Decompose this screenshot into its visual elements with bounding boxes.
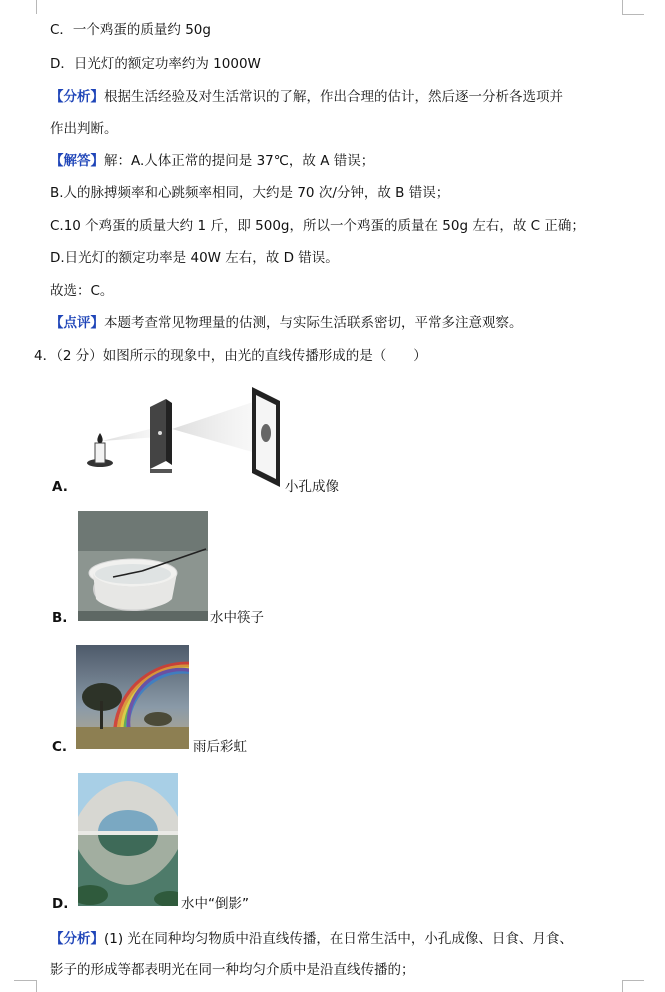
page-corner-mark bbox=[36, 0, 37, 14]
answer-line: 故选：C。 bbox=[50, 283, 114, 299]
comment-tag: 【点评】 bbox=[50, 315, 104, 331]
option-c-letter: C. bbox=[52, 739, 68, 755]
option-a-letter: A. bbox=[52, 479, 68, 495]
option-c-caption: 雨后彩虹 bbox=[193, 739, 247, 755]
page-corner-mark bbox=[36, 980, 37, 992]
solution-c: C.10 个鸡蛋的质量大约 1 斤，即 500g，所以一个鸡蛋的质量在 50g 左右，故 C 正确； bbox=[50, 218, 585, 234]
analysis-text: 根据生活经验及对生活常识的了解，作出合理的估计，然后逐一分析各选项并 bbox=[104, 89, 563, 105]
analysis-2-tag: 【分析】 bbox=[50, 931, 104, 947]
solution-d: D.日光灯的额定功率是 40W 左右，故 D 错误。 bbox=[50, 250, 339, 266]
page-corner-mark bbox=[622, 14, 644, 15]
solution-tag: 【解答】 bbox=[50, 153, 104, 169]
analysis-2-text-cont: 影子的形成等都表明光在同一种均匀介质中是沿直线传播的； bbox=[50, 962, 415, 978]
option-b-caption: 水中筷子 bbox=[210, 610, 264, 626]
option-c-text: C．一个鸡蛋的质量约 50g bbox=[50, 22, 211, 38]
analysis-text-cont: 作出判断。 bbox=[50, 121, 118, 137]
analysis-tag: 【分析】 bbox=[50, 89, 104, 105]
analysis-line bbox=[50, 87, 563, 107]
solution-line bbox=[50, 151, 374, 171]
page-corner-mark bbox=[622, 980, 644, 981]
analysis-2-text: (1) 光在同种均匀物质中沿直线传播，在日常生活中，小孔成像、日食、月食、 bbox=[104, 931, 573, 947]
comment-line bbox=[50, 313, 523, 333]
solution-b: B.人的脉搏频率和心跳频率相同，大约是 70 次/分钟，故 B 错误； bbox=[50, 185, 450, 201]
rainbow-image bbox=[76, 645, 189, 749]
pinhole-image bbox=[80, 383, 280, 491]
bridge-reflection-image bbox=[78, 773, 178, 906]
option-d-letter: D. bbox=[52, 896, 69, 912]
option-d-text: D．日光灯的额定功率约为 1000W bbox=[50, 56, 261, 72]
page-corner-mark bbox=[622, 0, 623, 14]
solution-text: 解：A.人体正常的提问是 37℃，故 A 错误； bbox=[104, 153, 375, 169]
question-4: 4．（2 分）如图所示的现象中，由光的直线传播形成的是（ ） bbox=[34, 348, 427, 364]
analysis-2-line bbox=[50, 929, 573, 949]
chopstick-image bbox=[78, 511, 208, 621]
option-d-caption: 水中“倒影” bbox=[181, 896, 249, 912]
option-b-letter: B. bbox=[52, 610, 68, 626]
comment-text: 本题考查常见物理量的估测，与实际生活联系密切，平常多注意观察。 bbox=[104, 315, 523, 331]
page-corner-mark bbox=[14, 980, 36, 981]
page-corner-mark bbox=[622, 980, 623, 992]
option-a-caption: 小孔成像 bbox=[285, 479, 339, 495]
